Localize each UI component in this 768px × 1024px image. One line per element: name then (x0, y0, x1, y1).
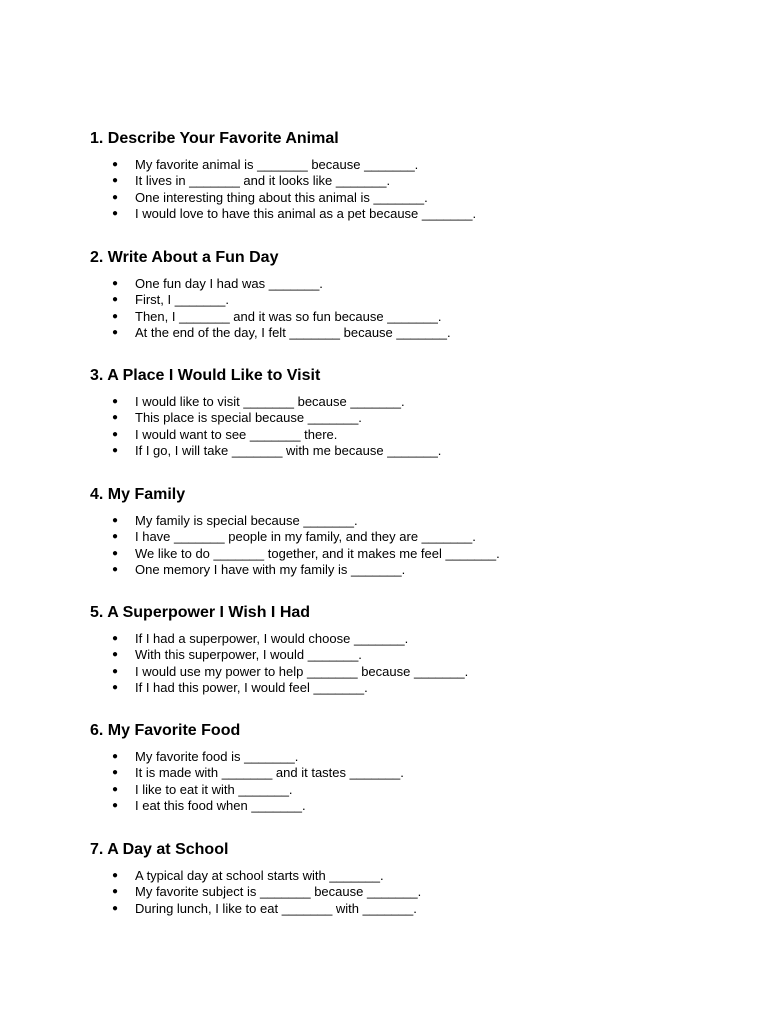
bullet-icon: ● (112, 294, 119, 306)
bullet-icon: ● (112, 327, 119, 339)
bullet-icon: ● (112, 767, 119, 779)
bullet-icon: ● (112, 633, 119, 644)
bullet-icon: ● (112, 800, 119, 812)
list-item-text: I would want to see _______ there. (135, 426, 338, 442)
list-item-text: If I had this power, I would feel _______. (135, 680, 368, 696)
list-item-text: If I had a superpower, I would choose _______. (135, 631, 409, 646)
list-item-text: A typical day at school starts with _______. (135, 868, 384, 883)
section-title: 7. A Day at School (90, 841, 229, 858)
section-day-at-school (90, 840, 710, 916)
bullet-icon: ● (112, 751, 119, 762)
bullet-icon: ● (112, 175, 119, 187)
bullet-icon: ● (112, 445, 119, 457)
bullet-icon: ● (112, 547, 119, 559)
list-item-text: I eat this food when _______. (135, 798, 306, 814)
bullet-icon: ● (112, 310, 119, 322)
list-item-text: I like to eat it with _______. (135, 781, 293, 797)
list-item-text: It is made with _______ and it tastes _______. (135, 765, 404, 781)
list-item-text: One fun day I had was _______. (135, 276, 323, 291)
bullet-icon: ● (112, 208, 119, 220)
list-item-text: With this superpower, I would _______. (135, 647, 362, 663)
section-title: 4. My Family (90, 486, 186, 503)
bullet-icon: ● (112, 886, 119, 898)
section-my-family (90, 485, 710, 578)
list-item-text: My favorite animal is _______ because _______. (135, 157, 419, 172)
bullet-icon: ● (112, 783, 119, 795)
bullet-icon: ● (112, 412, 119, 424)
section-superpower (90, 603, 710, 696)
bullet-icon: ● (112, 278, 119, 289)
list-item-text: My favorite subject is _______ because _______. (135, 884, 422, 900)
list-item-text: We like to do _______ together, and it makes me feel _______. (135, 545, 500, 561)
list-item-text: It lives in _______ and it looks like _______. (135, 173, 391, 189)
bullet-icon: ● (112, 191, 119, 203)
list-item-text: I would use my power to help _______ because _______. (135, 663, 469, 679)
section-title: 5. A Superpower I Wish I Had (90, 604, 311, 621)
bullet-icon: ● (112, 649, 119, 661)
section-title: 2. Write About a Fun Day (90, 249, 279, 266)
list-item-text: My favorite food is _______. (135, 749, 299, 764)
list-item-text: I would love to have this animal as a pet because _______. (135, 206, 477, 222)
list-item-text: Then, I _______ and it was so fun because _______. (135, 308, 442, 324)
list-item-text: This place is special because _______. (135, 410, 362, 426)
section-title: 1. Describe Your Favorite Animal (90, 130, 339, 147)
list-item-text: If I go, I will take _______ with me because _______. (135, 443, 442, 459)
bullet-icon: ● (112, 665, 119, 677)
section-title: 3. A Place I Would Like to Visit (90, 367, 321, 384)
section-title: 6. My Favorite Food (90, 722, 241, 739)
list-item-text: One memory I have with my family is _______. (135, 562, 406, 578)
section-fun-day (90, 248, 710, 341)
bullet-icon: ● (112, 428, 119, 440)
list-item-text: I have _______ people in my family, and they are _______. (135, 529, 476, 545)
bullet-icon: ● (112, 902, 119, 914)
bullet-icon: ● (112, 159, 119, 170)
bullet-icon: ● (112, 531, 119, 543)
bullet-icon: ● (112, 564, 119, 576)
section-favorite-animal (90, 129, 710, 222)
bullet-icon: ● (112, 515, 119, 526)
list-item-text: My family is special because _______. (135, 513, 358, 528)
list-item-text: First, I _______. (135, 292, 229, 308)
section-favorite-food (90, 721, 710, 814)
bullet-icon: ● (112, 870, 119, 881)
list-item-text: I would like to visit _______ because _______. (135, 394, 405, 409)
bullet-icon: ● (112, 682, 119, 694)
section-place-to-visit (90, 366, 710, 459)
list-item-text: During lunch, I like to eat _______ with _______. (135, 900, 417, 916)
list-item-text: One interesting thing about this animal is _______. (135, 189, 428, 205)
list-item-text: At the end of the day, I felt _______ because _______. (135, 325, 451, 341)
bullet-icon: ● (112, 396, 119, 407)
